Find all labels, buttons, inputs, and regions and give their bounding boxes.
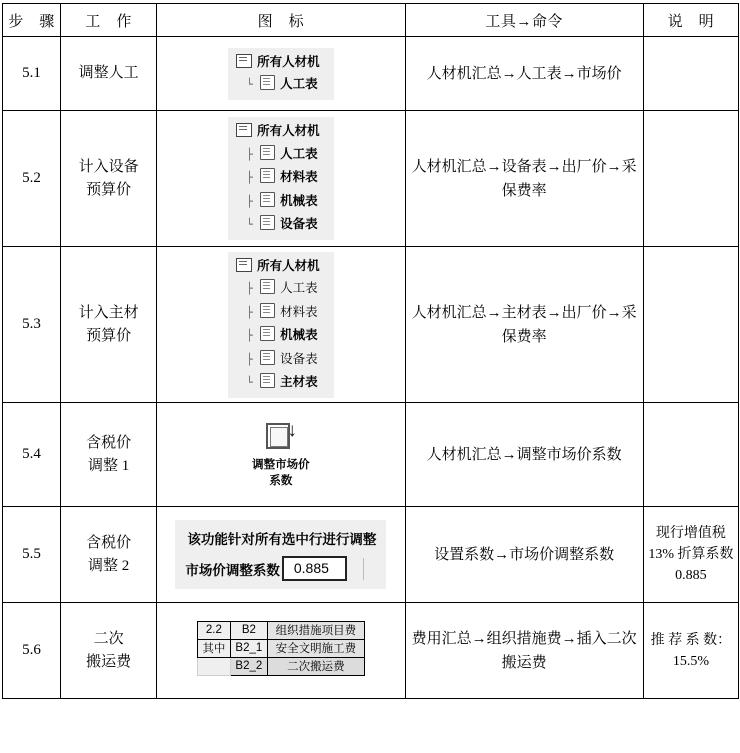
grid-cell: 二次搬运费 bbox=[267, 657, 364, 675]
command-text: 人材机汇总→设备表→出厂价→采保费率 bbox=[405, 111, 643, 247]
tree-node: ├ 机械表 bbox=[246, 193, 318, 208]
icon-illustration bbox=[157, 507, 405, 603]
grid-row bbox=[197, 639, 364, 657]
note-text: 现行增值税 13% 折算系数 0.885 bbox=[643, 507, 738, 603]
work-label-line: 调整 1 bbox=[88, 457, 130, 474]
tree-node: ├ 人工表 bbox=[246, 146, 318, 161]
fee-summary-grid bbox=[197, 621, 365, 676]
work-label bbox=[61, 247, 157, 403]
folder-icon bbox=[236, 54, 252, 68]
tree-root: 所有人材机 bbox=[236, 52, 320, 71]
work-label-line: 含税价 bbox=[86, 535, 132, 551]
icon-illustration bbox=[157, 403, 405, 507]
step-number: 5.2 bbox=[3, 111, 61, 247]
tree-branch-icon: └ bbox=[246, 218, 253, 232]
table-arrow-icon: ↓ bbox=[264, 421, 298, 451]
tree-branch-icon: ├ bbox=[246, 194, 253, 208]
grid-cell: B2_2 bbox=[230, 657, 267, 675]
tree-node: └ 设备表 bbox=[246, 217, 318, 232]
sheet-icon bbox=[260, 350, 275, 365]
tree-branch-icon: ├ bbox=[246, 171, 253, 185]
tree-node: ├ 设备表 bbox=[246, 351, 318, 366]
coefficient-input[interactable]: 0.885 bbox=[282, 556, 347, 581]
step-number: 5.5 bbox=[3, 507, 61, 603]
sheet-icon bbox=[260, 279, 275, 294]
grid-cell: B2_1 bbox=[230, 639, 267, 657]
sheet-icon bbox=[260, 168, 275, 183]
tree-widget bbox=[228, 252, 334, 398]
header-step: 步 骤 bbox=[3, 4, 61, 37]
note-text: 推 荐 系 数：15.5% bbox=[643, 603, 738, 699]
work-label-line: 预算价 bbox=[86, 181, 132, 198]
tree-widget bbox=[228, 117, 334, 240]
tool-caption-line: 系数 bbox=[269, 475, 293, 487]
tree-branch-icon: ├ bbox=[246, 352, 253, 366]
work-label bbox=[61, 603, 157, 699]
command-text: 人材机汇总→调整市场价系数 bbox=[405, 403, 643, 507]
grid-cell: 2.2 bbox=[197, 621, 230, 639]
icon-illustration bbox=[157, 37, 405, 111]
work-label bbox=[61, 403, 157, 507]
work-label-line: 计入主材 bbox=[78, 305, 139, 321]
grid-row bbox=[197, 621, 364, 639]
work-label-line: 预算价 bbox=[86, 327, 132, 344]
dialog-edge bbox=[347, 558, 364, 580]
tool-caption-line: 调整市场价 bbox=[252, 458, 310, 471]
command-text: 人材机汇总→人工表→市场价 bbox=[405, 37, 643, 111]
sheet-icon bbox=[260, 303, 275, 318]
icon-illustration bbox=[157, 247, 405, 403]
command-text: 人材机汇总→主材表→出厂价→采保费率 bbox=[405, 247, 643, 403]
tree-branch-icon: ├ bbox=[246, 305, 253, 319]
tree-branch-icon: └ bbox=[246, 376, 253, 389]
adjust-market-price-coefficient-button[interactable] bbox=[246, 419, 316, 491]
tree-node: ├ 材料表 bbox=[246, 170, 318, 185]
table-header-row bbox=[3, 4, 739, 37]
grid-row bbox=[197, 657, 364, 675]
table-row bbox=[3, 37, 739, 111]
command-text: 设置系数→市场价调整系数 bbox=[405, 507, 643, 603]
table-row bbox=[3, 111, 739, 247]
tree-branch-icon: ├ bbox=[246, 329, 253, 342]
work-label-line: 二次 bbox=[93, 631, 124, 647]
procedure-table bbox=[2, 3, 739, 699]
folder-icon bbox=[236, 123, 252, 137]
command-text: 费用汇总→组织措施费→插入二次搬运费 bbox=[405, 603, 643, 699]
sheet-icon bbox=[260, 326, 275, 341]
tree-node: └ 人工表 bbox=[246, 77, 318, 91]
header-note: 说 明 bbox=[643, 4, 738, 37]
tree-node: └ 主材表 bbox=[246, 375, 318, 389]
work-label bbox=[61, 507, 157, 603]
header-work: 工 作 bbox=[61, 4, 157, 37]
note-text bbox=[643, 111, 738, 247]
icon-illustration bbox=[157, 111, 405, 247]
coefficient-row bbox=[185, 556, 376, 581]
work-label-line: 搬运费 bbox=[86, 653, 132, 670]
step-number: 5.4 bbox=[3, 403, 61, 507]
tree-node: ├ 材料表 bbox=[246, 304, 318, 319]
sheet-icon bbox=[260, 75, 275, 90]
table-row bbox=[3, 247, 739, 403]
coefficient-dialog bbox=[175, 520, 386, 589]
tree-root: 所有人材机 bbox=[236, 256, 320, 275]
tree-branch-icon: └ bbox=[246, 78, 253, 91]
grid-cell: 安全文明施工费 bbox=[267, 639, 364, 657]
tree-node: ├ 人工表 bbox=[246, 281, 318, 295]
header-command: 工具→命令 bbox=[405, 4, 643, 37]
folder-icon bbox=[236, 258, 252, 272]
grid-cell bbox=[197, 657, 230, 675]
coefficient-label: 市场价调整系数 bbox=[185, 562, 280, 578]
sheet-icon bbox=[260, 145, 275, 160]
table-row bbox=[3, 403, 739, 507]
tree-branch-icon: ├ bbox=[246, 147, 253, 161]
step-number: 5.6 bbox=[3, 603, 61, 699]
note-text bbox=[643, 247, 738, 403]
table-row bbox=[3, 603, 739, 699]
icon-illustration bbox=[157, 603, 405, 699]
sheet-icon bbox=[260, 192, 275, 207]
tree-node: ├ 机械表 bbox=[246, 328, 318, 342]
work-label-line: 调整 2 bbox=[88, 557, 130, 574]
header-icon: 图 标 bbox=[157, 4, 405, 37]
dialog-description: 该功能针对所有选中行进行调整 bbox=[187, 532, 377, 547]
note-text bbox=[643, 37, 738, 111]
step-number: 5.1 bbox=[3, 37, 61, 111]
work-label-line: 含税价 bbox=[86, 435, 132, 451]
grid-cell: B2 bbox=[230, 621, 267, 639]
tree-widget bbox=[228, 48, 334, 100]
table-row bbox=[3, 507, 739, 603]
sheet-icon bbox=[260, 215, 275, 230]
grid-cell: 组织措施项目费 bbox=[267, 621, 364, 639]
work-label-line: 计入设备 bbox=[78, 159, 139, 175]
note-text bbox=[643, 403, 738, 507]
sheet-icon bbox=[260, 373, 275, 388]
grid-cell: 其中 bbox=[197, 639, 230, 657]
tree-branch-icon: ├ bbox=[246, 282, 253, 295]
step-number: 5.3 bbox=[3, 247, 61, 403]
tree-root: 所有人材机 bbox=[236, 121, 320, 140]
work-label: 调整人工 bbox=[61, 37, 157, 111]
work-label bbox=[61, 111, 157, 247]
